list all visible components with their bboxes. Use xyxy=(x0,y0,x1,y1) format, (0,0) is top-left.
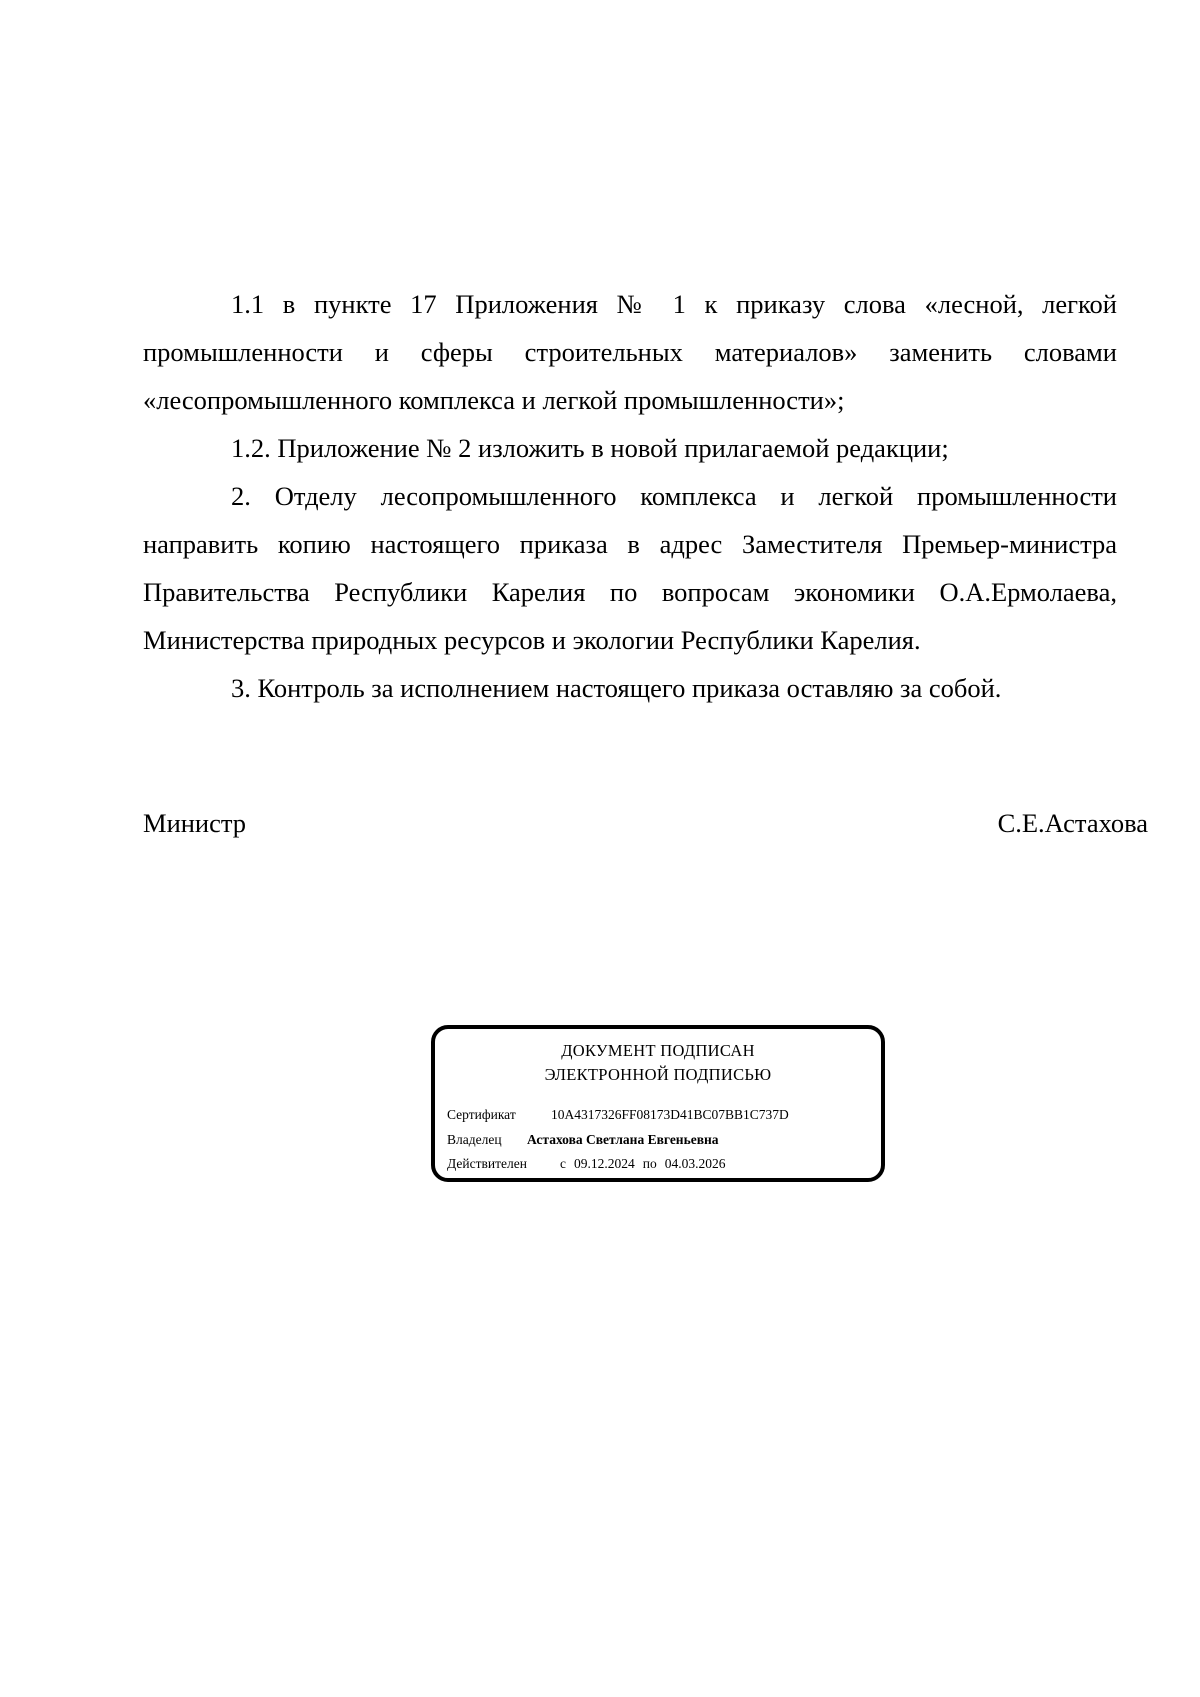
owner-value: Астахова Светлана Евгеньевна xyxy=(527,1132,719,1147)
stamp-title xyxy=(435,1039,881,1087)
valid-from-date: 09.12.2024 xyxy=(574,1156,635,1171)
certificate-label: Сертификат xyxy=(447,1107,516,1122)
paragraph-1-2: 1.2. Приложение № 2 изложить в новой прилагаемой редакции; xyxy=(231,433,949,463)
valid-to-prefix: по xyxy=(642,1156,657,1171)
owner-label: Владелец xyxy=(447,1132,502,1147)
valid-label: Действителен xyxy=(447,1156,527,1171)
valid-from-prefix: с xyxy=(560,1156,566,1171)
signer-position: Министр xyxy=(143,808,247,838)
certificate-row xyxy=(447,1106,789,1124)
certificate-value: 10A4317326FF08173D41BC07BB1C737D xyxy=(551,1107,789,1122)
stamp-title-line-1: ДОКУМЕНТ ПОДПИСАН xyxy=(561,1041,755,1060)
stamp-title-line-2: ЭЛЕКТРОННОЙ ПОДПИСЬЮ xyxy=(544,1065,772,1084)
order-body-text xyxy=(143,280,1117,712)
valid-to-date: 04.03.2026 xyxy=(664,1156,726,1171)
signature-block xyxy=(143,805,1148,841)
owner-row xyxy=(447,1131,719,1149)
electronic-signature-stamp xyxy=(431,1025,885,1182)
paragraph-3: 3. Контроль за исполнением настоящего приказа оставляю за собой. xyxy=(231,673,1002,703)
signer-name: С.Е.Астахова xyxy=(997,808,1148,838)
paragraph-2: 2. Отделу лесопромышленного комплекса и легкой промышленности направить копию настоящего приказа в адрес Заместителя Премьер-министра Правительства Республики Карелия по вопросам экономики О.А.Ермолаева, Министерства природных ресурсов и экологии Республики Карелия. xyxy=(143,481,1117,655)
validity-row xyxy=(447,1155,725,1173)
paragraph-1-1: 1.1 в пункте 17 Приложения № 1 к приказу слова «лесной, легкой промышленности и сферы строительных материалов» заменить словами «лесопромышленного комплекса и легкой промышленности»; xyxy=(143,289,1117,415)
